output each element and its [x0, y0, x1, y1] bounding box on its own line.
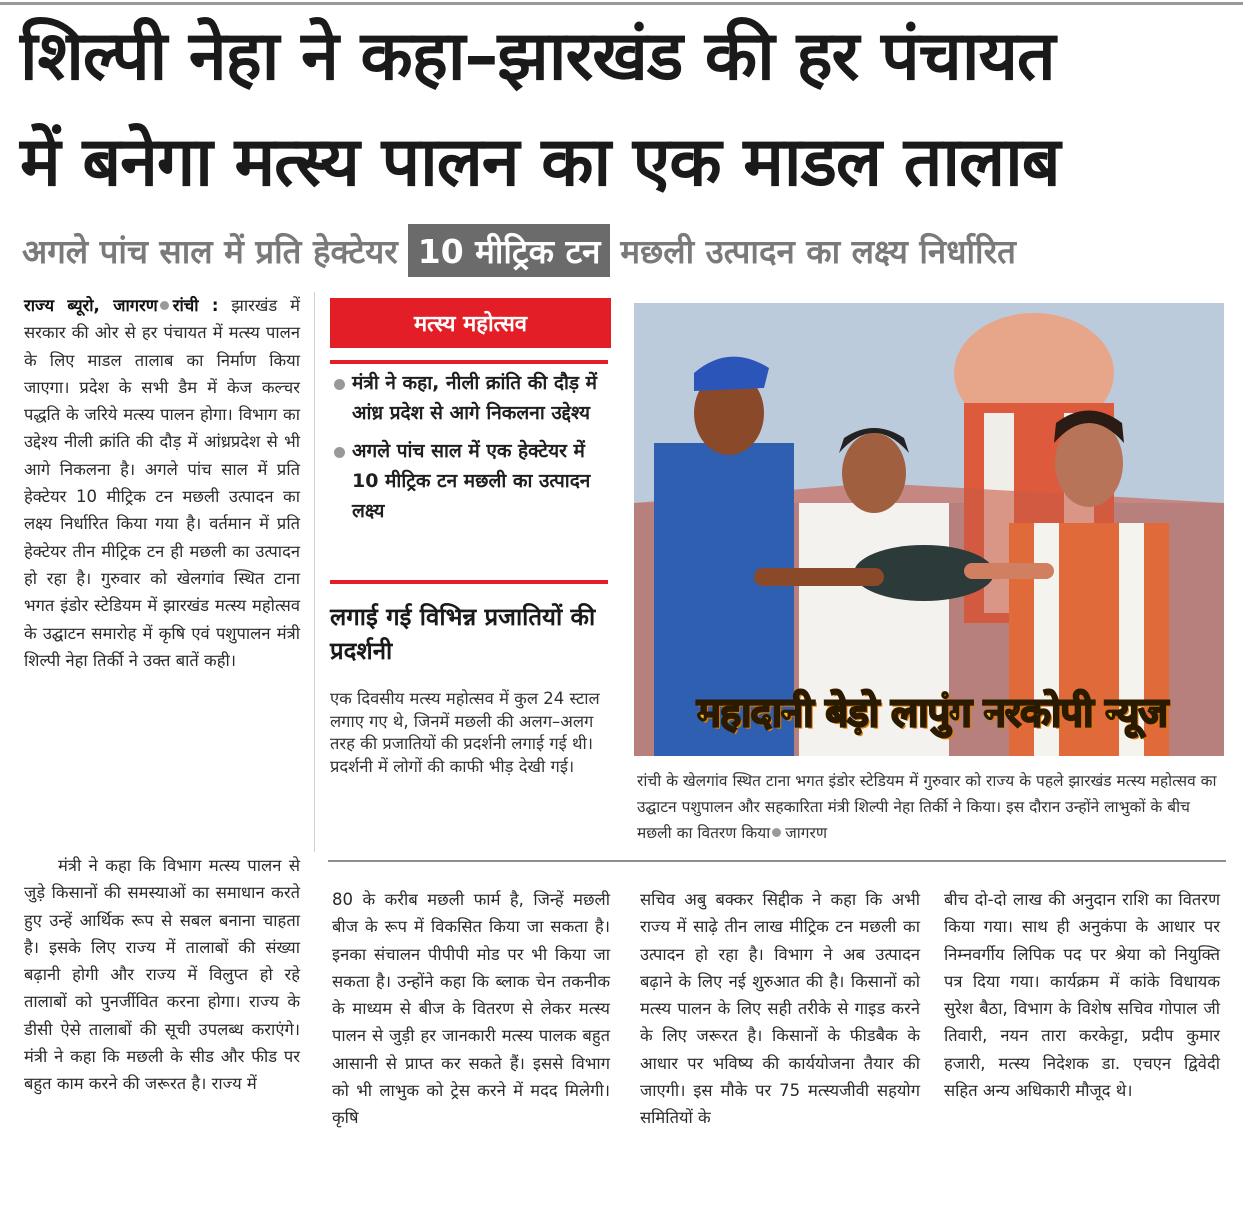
subheadline-after: मछली उत्पादन का लक्ष्य निर्धारित [620, 231, 1016, 271]
section-label: मत्स्य महोत्सव [330, 298, 611, 348]
bullet-text: मंत्री ने कहा, नीली क्रांति की दौड़ में आंध्र प्रदेश से आगे निकलना उद्देश्य [352, 372, 598, 424]
dateline: रांची : [172, 296, 219, 315]
headline-line-1: शिल्पी नेहा ने कहा–झारखंड की हर पंचायत [20, 17, 1055, 96]
article-paragraph-2: मंत्री ने कहा कि विभाग मत्स्य पालन से जुड़े किसानों की समस्याओं का समाधान करते हुए उन्हें आर्थिक रूप से सबल बनाना चाहता है। इसके लिए राज्य में तालाबों की संख्या बढ़ानी होगी और राज्य में विलुप्त हो रहे तालाबों को पुनर्जीवित करना होगा। राज्य के डीसी ऐसे तालाबों की सूची उपलब्ध कराएंगे। मंत्री ने कहा कि मछली के सीड और फीड पर बहुत काम करने की जरूरत है। राज्य में [24, 856, 300, 1094]
bullet-dot-icon [334, 447, 345, 458]
photo-caption [637, 768, 1227, 846]
bottom-section-rule [328, 860, 1226, 862]
bullet-dot-icon [772, 828, 781, 837]
highlight-bullets [332, 368, 608, 534]
top-rule [0, 2, 1243, 5]
bullet-item [332, 436, 608, 526]
subheadline-before: अगले पांच साल में प्रति हेक्टेयर [22, 231, 398, 271]
sidebar-heading: लगाई गई विभिन्न प्रजातियों की प्रदर्शनी [330, 603, 596, 665]
article-column-3: सचिव अबु बक्कर सिद्दीक ने कहा कि अभी राज्य में साढ़े तीन लाख मीट्रिक टन मछली का उत्पादन हो रहा है। विभाग ने अब उत्पादन बढ़ाने के लिए नई शुरुआत की है। किसानों को मत्स्य पालन के लिए सही तरीके से गाइड करने के लिए जरूरत है। किसानों के फीडबैक के आधार पर भविष्य की कार्ययोजना तैयार की जाएगी। इस मौके पर 75 मत्स्यजीवी सहयोग समितियों के [640, 890, 920, 1128]
article-column-2: 80 के करीब मछली फार्म है, जिन्हें मछली बीज के रूप में विकसित किया जा सकता है। इनका संचालन पीपीपी मोड पर भी किया जा सकता है। उन्होंने कहा कि ब्लाक चेन तकनीक के माध्यम से बीज के वितरण से लेकर मत्स्य पालन से जुड़ी हर जानकारी मत्स्य पालक बहुत आसानी से प्राप्त कर सकते हैं। इससे विभाग को भी लाभुक को ट्रेस करने में मदद मिलेगी। कृषि [332, 890, 610, 1128]
article-paragraph-1: झारखंड में सरकार की ओर से हर पंचायत में मत्स्य पालन के लिए माडल तालाब का निर्माण किया जाएगा। प्रदेश के सभी डैम में केज कल्चर पद्धति के जरिये मत्स्य पालन होगा। विभाग का उद्देश्य नीली क्रांति की दौड़ में आंध्रप्रदेश से भी आगे निकलना है। अगले पांच साल में प्रति हेक्टेयर 10 मीट्रिक टन मछली उत्पादन का लक्ष्य निर्धारित किया गया है। वर्तमान में प्रति हेक्टेयर तीन मीट्रिक टन ही मछली का उत्पादन हो रहा है। गुरुवार को खेलगांव स्थित टाना भगत इंडोर स्टेडियम में झारखंड मत्स्य महोत्सव के उद्घाटन समारोह में कृषि एवं पशुपालन मंत्री शिल्पी नेहा तिर्की ने उक्त बातें कही। [24, 296, 300, 670]
photo-credit: जागरण [785, 824, 828, 842]
red-rule-bottom [330, 580, 608, 584]
byline: राज्य ब्यूरो, जागरण [24, 296, 158, 315]
bullet-dot-icon [160, 301, 169, 310]
bullet-text: अगले पांच साल में एक हेक्टेयर में 10 मीट्रिक टन मछली का उत्पादन लक्ष्य [352, 440, 591, 522]
red-rule-top [330, 360, 608, 364]
article-column-4: बीच दो-दो लाख की अनुदान राशि का वितरण किया गया। साथ ही अनुकंपा के आधार पर निम्नवर्गीय लिपिक पद पर श्रेया को नियुक्ति पत्र दिया गया। कार्यक्रम में कांके विधायक सुरेश बैठा, विभाग के विशेष सचिव गोपाल जी तिवारी, नयन तारा करकेट्टा, प्रदीप कुमार हजारी, मत्स्य निदेशक डा. एचएन द्विवेदी सहित अन्य अधिकारी मौजूद थे। [944, 890, 1220, 1101]
subheadline [22, 222, 1232, 278]
subheadline-highlight: 10 मीट्रिक टन [408, 224, 611, 277]
article-column-1-top [24, 292, 300, 674]
watermark-text: महादानी बेड़ो लापुंग नरकोपी न्यूज [696, 690, 1168, 736]
sidebar-body: एक दिवसीय मत्स्य महोत्सव में कुल 24 स्टाल लगाए गए थे, जिनमें मछली की अलग–अलग तरह की प्रजातियों की प्रदर्शनी लगाई गई थी।प्रदर्शनी में लोगों की काफी भीड़ देखी गई। [330, 689, 600, 776]
caption-text: रांची के खेलगांव स्थित टाना भगत इंडोर स्टेडियम में गुरुवार को राज्य के पहले झारखंड मत्स्य महोत्सव का उद्घाटन पशुपालन और सहकारिता मंत्री शिल्पी नेहा तिर्की ने किया। इस दौरान उन्होंने लाभुकों के बीच मछली का वितरण किया [637, 772, 1217, 842]
bullet-item [332, 368, 608, 428]
headline-line-2: में बनेगा मत्स्य पालन का एक माडल तालाब [20, 123, 1060, 202]
bullet-dot-icon [334, 379, 345, 390]
column-divider [314, 292, 315, 852]
